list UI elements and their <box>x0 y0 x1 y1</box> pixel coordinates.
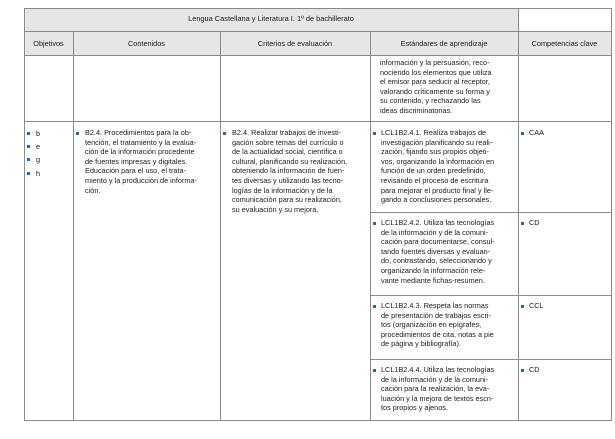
row-divider <box>24 31 612 32</box>
column-divider <box>370 32 371 420</box>
continuation-text: información y la persuasión, reco- nociendo los elementos que utiliza el emisor para seducir al receptor, valorando críticamente su forma y su contenido, y rechazando las ideas discriminatorias. <box>380 58 492 115</box>
bullet-icon <box>76 132 79 135</box>
bullet-icon <box>373 132 376 135</box>
estandar-text: LCL1B2.4.1. Realiza trabajos de investigación planificando su reali- zación, fijando sus propios objeti- vos, organizando la información en función de un orden predefinido, revisando el proceso de escritura para mejorar el producto final y lle- gando a conclusiones personales. <box>381 128 495 205</box>
row-divider <box>24 55 612 56</box>
row-divider <box>370 212 612 213</box>
header-contenidos: Contenidos <box>128 39 165 48</box>
row-divider <box>370 359 612 360</box>
bullet-icon <box>223 132 226 135</box>
row-divider <box>24 121 612 122</box>
competencia-text: CCL <box>529 301 544 310</box>
column-divider <box>73 32 74 420</box>
bullet-icon <box>373 222 376 225</box>
header-competencias: Competencias clave <box>531 39 598 48</box>
list-item: b <box>27 127 40 140</box>
bullet-icon <box>521 132 524 135</box>
table-border-top <box>24 8 612 9</box>
bullet-icon <box>373 305 376 308</box>
table-border-left <box>24 8 25 420</box>
estandar-text: LCL1B2.4.3. Respeta las normas de presentación de trabajos escri- tos (organización en epígrafes, procedimientos de cita, notas a pie de página y bibliografía). <box>381 301 494 349</box>
estandar-text: LCL1B2.4.4. Utiliza las tecnologías de la información y de la comuni- cación para la realización, la eva- luación y la mejora de textos escri- tos propios y ajenos. <box>381 365 495 413</box>
header-criterios: Criterios de evaluación <box>257 39 333 48</box>
list-item: e <box>27 140 40 153</box>
header-objetivos: Objetivos <box>33 39 64 48</box>
list-item: g <box>27 153 40 166</box>
criterio-text: B2.4. Realizar trabajos de investi- gación sobre temas del currículo o de la actualidad social, científica o cultural, planificando su realización, obteniendo la información de fuen- tes diversas y utilizando las tecno- logías de la información y de la comunicación para su realización, su evaluación y su mejora. <box>232 128 348 214</box>
table-title: Lengua Castellana y Literatura I. 1º de bachillerato <box>188 14 354 23</box>
bullet-icon <box>521 369 524 372</box>
bullet-icon <box>521 222 524 225</box>
header-estandares: Estándares de aprendizaje <box>400 39 488 48</box>
column-divider <box>220 32 221 420</box>
estandar-text: LCL1B2.4.2. Utiliza las tecnologías de la información y de la comuni- cación para documentarse, consul- tando fuentes diversas y evaluan- do, contrastando, seleccionando y organizando la información rele- vante mediante fichas-resumen. <box>381 218 495 285</box>
table-border-bottom <box>24 420 612 421</box>
competencia-text: CAA <box>529 128 545 137</box>
competencia-text: CD <box>529 365 540 374</box>
objetivos-list <box>27 127 40 180</box>
list-item: h <box>27 167 40 180</box>
competencia-text: CD <box>529 218 540 227</box>
row-divider <box>370 295 612 296</box>
bullet-icon <box>373 369 376 372</box>
contenido-text: B2.4. Procedimientos para la ob- tención, el tratamiento y la evalua- ción de la información procedente de fuentes impresas y digitales. Educación para el uso, el trata- miento y la producción de informa- ción. <box>85 128 197 195</box>
bullet-icon <box>521 305 524 308</box>
